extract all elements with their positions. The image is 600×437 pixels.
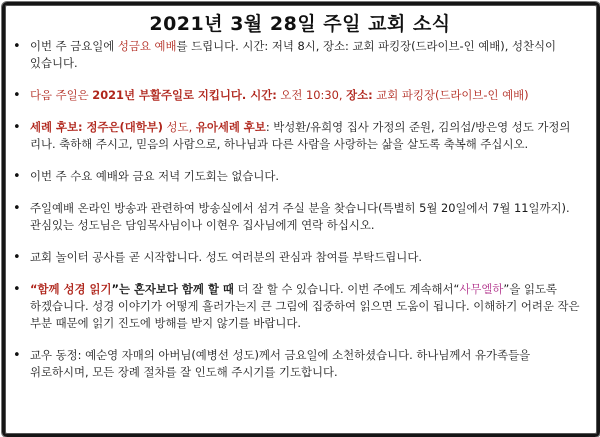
notice-condolence: • 교우 동정: 예순영 자매의 아버님(예병선 성도)께서 금요일에 소천하셨습니다. 하나님께서 유가족들을 위로하시며, 모든 장례 절차를 잘 인도해 주시기를 기도합니다. [6, 347, 588, 381]
notice-baptism: • 세례 후보: 정주은(대학부) 성도, 유아세례 후보: 박성환/유희영 집사 가정의 준원, 김의섭/방은영 성도 가정의 리나. 축하해 주시고, 믿음의 사람으로, 하나님과 다른 사람을 사랑하는 삶을 살도록 축복해 주십시오. [6, 119, 588, 153]
notice-list [6, 38, 588, 396]
notice-easter: • 다음 주일은 2021년 부활주일로 지킵니다. 시간: 오전 10:30, 장소: 교회 파킹장(드라이브-인 예배) [6, 87, 588, 104]
notice-good-friday: • 이번 주 금요일에 성금요 예배를 드립니다. 시간: 저녁 8시, 장소: 교회 파킹장(드라이브-인 예배), 성찬식이 있습니다. [6, 38, 588, 72]
page-title: 2021년 3월 28일 주일 교회 소식 [149, 13, 451, 35]
notice-playground: • 교회 놀이터 공사를 곧 시작합니다. 성도 여러분의 관심과 참여를 부탁드립니다. [6, 249, 588, 266]
notice-bible-reading: • “함께 성경 읽기”는 혼자보다 함께 할 때 더 잘 할 수 있습니다. 이번 주에도 계속해서“사무엘하”을 읽도록 하겠습니다. 성경 이야기가 어떻게 흘러가는지 큰 그림에 집중하여 읽으면 도움이 됩니다. 이해하기 어려운 작은 부분 때문에 읽기 진도에 방해를 받지 않기를 바랍니다. [6, 281, 588, 332]
notice-broadcast-volunteer: • 주일예배 온라인 방송과 관련하여 방송실에서 섬겨 주실 분을 찾습니다(특별히 5월 20일에서 7월 11일까지). 관심있는 성도님은 담임목사님이나 이현우 집사님에게 연락 하십시오. [6, 200, 588, 234]
notice-no-service: • 이번 주 수요 예배와 금요 저녁 기도회는 없습니다. [6, 168, 588, 185]
highlight-good-friday: 성금요 예배 [117, 39, 177, 53]
